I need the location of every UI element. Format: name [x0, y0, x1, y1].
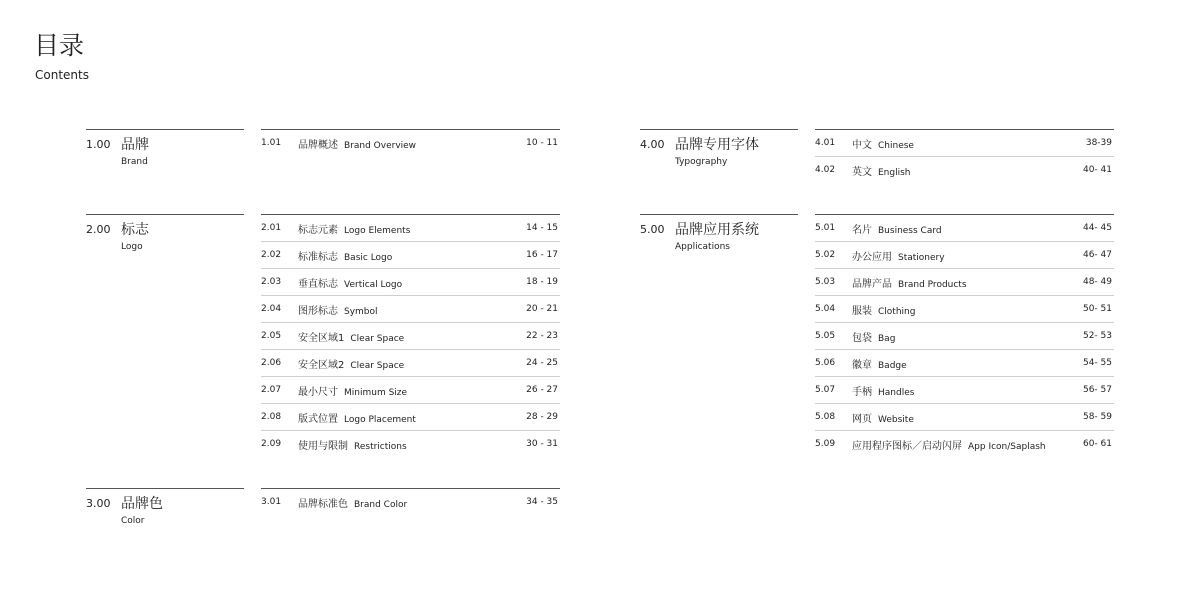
section-entry-list — [261, 129, 560, 156]
toc-entry[interactable] — [261, 404, 560, 431]
entry-title-cn: 包袋 — [852, 333, 872, 344]
entry-number: 2.04 — [261, 304, 282, 314]
entry-title — [298, 275, 402, 292]
entry-number: 4.02 — [815, 165, 836, 175]
section-title-cn: 品牌应用系统 — [675, 222, 759, 238]
entry-title — [852, 221, 942, 238]
entry-pages: 28 - 29 — [526, 412, 558, 422]
entry-title — [298, 495, 407, 512]
entry-title — [298, 410, 416, 427]
entry-title-en: Logo Placement — [344, 415, 416, 425]
toc-entry[interactable] — [815, 215, 1114, 242]
toc-entry[interactable] — [261, 296, 560, 323]
entry-title-cn: 品牌标准色 — [298, 499, 348, 510]
entry-title-en: Brand Overview — [344, 141, 417, 151]
section-title-en: Color — [121, 516, 145, 526]
section-number: 2.00 — [86, 223, 111, 236]
entry-title-en: Brand Color — [354, 500, 408, 510]
entry-title-cn: 服装 — [852, 306, 872, 317]
entry-title-cn: 中文 — [852, 140, 872, 151]
section-header — [86, 488, 244, 526]
entry-title-en: Business Card — [878, 226, 942, 236]
entry-title — [852, 248, 945, 265]
section-header — [86, 129, 244, 167]
toc-entry[interactable] — [261, 215, 560, 242]
entry-number: 5.05 — [815, 331, 836, 341]
entry-pages: 52- 53 — [1082, 331, 1112, 341]
section-title-cn: 品牌专用字体 — [675, 137, 759, 153]
entry-number: 2.01 — [261, 223, 282, 233]
toc-entry[interactable] — [261, 350, 560, 377]
section-title-cn: 品牌色 — [121, 496, 163, 512]
toc-entry[interactable] — [815, 242, 1114, 269]
entry-pages: 50- 51 — [1082, 304, 1112, 314]
toc-entry[interactable] — [261, 431, 560, 457]
entry-title — [852, 163, 911, 180]
section-title-en: Typography — [675, 157, 728, 167]
entry-title — [298, 329, 404, 346]
entry-title — [852, 437, 1046, 454]
toc-entry[interactable] — [815, 157, 1114, 183]
entry-pages: 48- 49 — [1082, 277, 1112, 287]
entry-title-en: Badge — [878, 361, 907, 371]
toc-entry[interactable] — [815, 296, 1114, 323]
entry-number: 2.09 — [261, 439, 282, 449]
entry-pages: 26 - 27 — [526, 385, 558, 395]
entry-title — [298, 221, 410, 238]
entry-pages: 40- 41 — [1082, 165, 1112, 175]
toc-entry[interactable] — [261, 489, 560, 515]
toc-entry[interactable] — [261, 242, 560, 269]
entry-title — [852, 329, 895, 346]
entry-number: 5.04 — [815, 304, 836, 314]
toc-entry[interactable] — [815, 323, 1114, 350]
entry-title-cn: 应用程序图标／启动闪屏 — [852, 441, 962, 452]
entry-number: 2.07 — [261, 385, 282, 395]
entry-pages: 38-39 — [1085, 138, 1112, 148]
entry-title-en: Clothing — [878, 307, 916, 317]
entry-number: 2.02 — [261, 250, 282, 260]
entry-pages: 60- 61 — [1082, 439, 1112, 449]
entry-number: 2.08 — [261, 412, 282, 422]
entry-title-cn: 标志元素 — [298, 225, 338, 236]
entry-title — [298, 437, 407, 454]
entry-number: 5.08 — [815, 412, 836, 422]
toc-entry[interactable] — [261, 377, 560, 404]
section-number: 4.00 — [640, 138, 665, 151]
entry-title — [298, 383, 407, 400]
section-number: 5.00 — [640, 223, 665, 236]
entry-title-cn: 品牌产品 — [852, 279, 892, 290]
section-title-en: Applications — [675, 242, 730, 252]
entry-title-cn: 版式位置 — [298, 414, 338, 425]
toc-entry[interactable] — [815, 404, 1114, 431]
entry-title-cn: 英文 — [852, 167, 872, 178]
entry-title-en: Stationery — [898, 253, 945, 263]
section-title-en: Brand — [121, 157, 148, 167]
entry-number: 5.07 — [815, 385, 836, 395]
entry-title-en: Bag — [878, 334, 896, 344]
entry-pages: 44- 45 — [1082, 223, 1112, 233]
entry-title-en: Brand Products — [898, 280, 967, 290]
toc-entry[interactable] — [261, 269, 560, 296]
entry-pages: 30 - 31 — [526, 439, 558, 449]
page-subtitle: Contents — [35, 68, 89, 82]
entry-title-cn: 安全区域1 — [298, 333, 345, 344]
entry-title-cn: 手柄 — [852, 387, 872, 398]
entry-number: 1.01 — [261, 138, 282, 148]
entry-title — [852, 136, 914, 153]
entry-pages: 20 - 21 — [526, 304, 558, 314]
entry-title — [298, 248, 392, 265]
section-entry-list — [261, 214, 560, 457]
entry-number: 3.01 — [261, 497, 282, 507]
entry-number: 5.01 — [815, 223, 836, 233]
entry-title-cn: 网页 — [852, 414, 872, 425]
entry-pages: 58- 59 — [1082, 412, 1112, 422]
entry-number: 5.06 — [815, 358, 836, 368]
entry-title-cn: 标准标志 — [298, 252, 338, 263]
entry-title-cn: 品牌概述 — [298, 140, 338, 151]
section-title-cn: 标志 — [121, 222, 149, 238]
section-title-en: Logo — [121, 242, 143, 252]
toc-entry[interactable] — [815, 431, 1114, 457]
toc-entry[interactable] — [815, 377, 1114, 404]
entry-pages: 56- 57 — [1082, 385, 1112, 395]
toc-entry[interactable] — [815, 269, 1114, 296]
entry-pages: 46- 47 — [1082, 250, 1112, 260]
entry-title-cn: 徽章 — [852, 360, 872, 371]
section-header — [640, 214, 798, 252]
entry-title-en: Clear Space — [350, 334, 405, 344]
entry-pages: 34 - 35 — [526, 497, 558, 507]
entry-title-en: Clear Space — [350, 361, 405, 371]
entry-title-en: Symbol — [344, 307, 378, 317]
entry-pages: 14 - 15 — [526, 223, 558, 233]
section-entry-list — [261, 488, 560, 515]
toc-entry[interactable] — [815, 130, 1114, 157]
entry-title-en: App Icon/Saplash — [968, 442, 1046, 452]
section-header — [640, 129, 798, 167]
entry-title-cn: 使用与限制 — [298, 441, 348, 452]
entry-title-en: Basic Logo — [344, 253, 393, 263]
entry-title-cn: 垂直标志 — [298, 279, 338, 290]
page-title: 目录 — [34, 31, 85, 60]
entry-title-cn: 安全区域2 — [298, 360, 345, 371]
entry-title-en: Logo Elements — [344, 226, 411, 236]
section-entry-list — [815, 214, 1114, 457]
entry-number: 2.05 — [261, 331, 282, 341]
entry-number: 5.02 — [815, 250, 836, 260]
toc-entry[interactable] — [815, 350, 1114, 377]
entry-title — [852, 302, 915, 319]
entry-title-en: Restrictions — [354, 442, 407, 452]
entry-title-en: Minimum Size — [344, 388, 408, 398]
toc-entry[interactable] — [261, 323, 560, 350]
section-header — [86, 214, 244, 252]
entry-title — [298, 136, 416, 153]
entry-title — [852, 410, 914, 427]
entry-title-cn: 办公应用 — [852, 252, 892, 263]
entry-title-cn: 名片 — [852, 225, 872, 236]
entry-title — [852, 383, 914, 400]
entry-pages: 54- 55 — [1082, 358, 1112, 368]
section-entry-list — [815, 129, 1114, 183]
entry-title-en: Vertical Logo — [344, 280, 403, 290]
entry-number: 5.03 — [815, 277, 836, 287]
entry-title — [298, 302, 378, 319]
section-number: 3.00 — [86, 497, 111, 510]
entry-title-cn: 最小尺寸 — [298, 387, 338, 398]
entry-title — [298, 356, 404, 373]
entry-title-en: Website — [878, 415, 914, 425]
entry-number: 2.06 — [261, 358, 282, 368]
toc-entry[interactable] — [261, 130, 560, 156]
entry-pages: 10 - 11 — [526, 138, 558, 148]
entry-number: 4.01 — [815, 138, 836, 148]
entry-title-en: English — [878, 168, 911, 178]
section-title-cn: 品牌 — [121, 137, 149, 153]
entry-pages: 16 - 17 — [526, 250, 558, 260]
section-number: 1.00 — [86, 138, 111, 151]
entry-number: 5.09 — [815, 439, 836, 449]
entry-title-cn: 图形标志 — [298, 306, 338, 317]
entry-title-en: Chinese — [878, 141, 914, 151]
entry-number: 2.03 — [261, 277, 282, 287]
entry-pages: 22 - 23 — [526, 331, 558, 341]
entry-pages: 24 - 25 — [526, 358, 558, 368]
entry-title — [852, 275, 967, 292]
entry-title-en: Handles — [878, 388, 915, 398]
entry-pages: 18 - 19 — [526, 277, 558, 287]
entry-title — [852, 356, 907, 373]
